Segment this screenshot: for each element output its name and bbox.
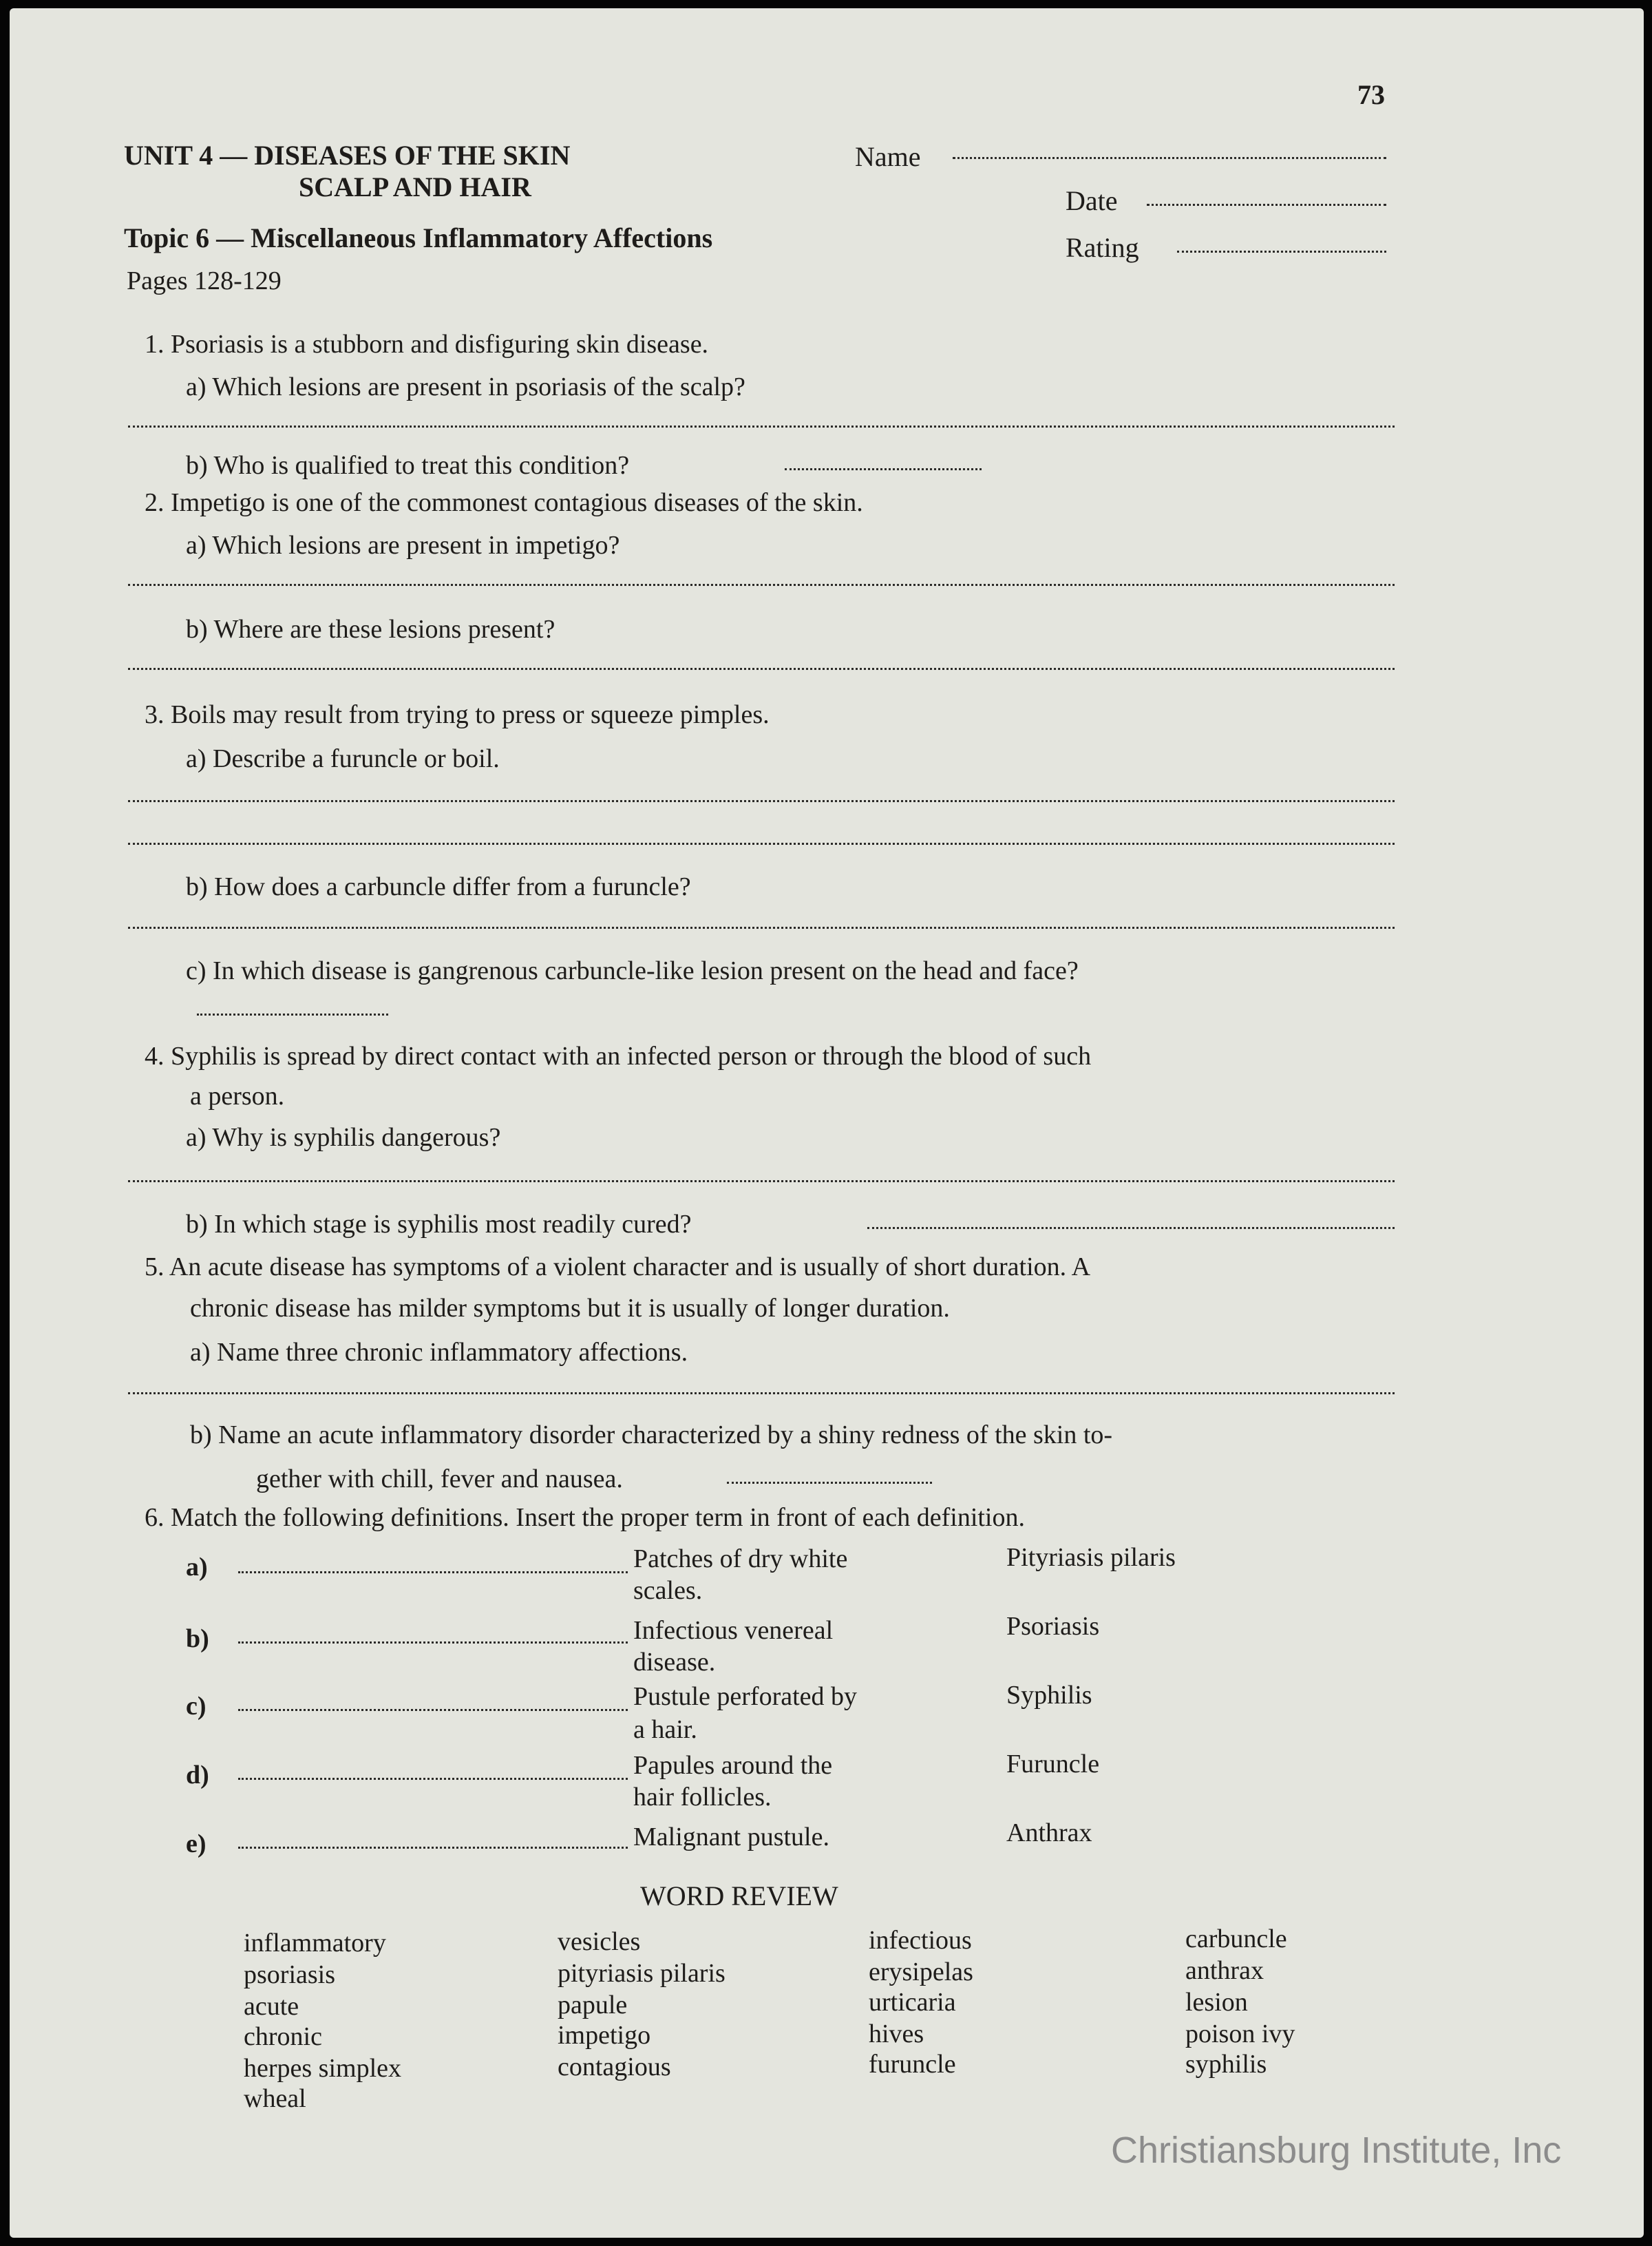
q2-stem: 2. Impetigo is one of the commonest contagious diseases of the skin. [145, 488, 863, 517]
word-review-title: WORD REVIEW [640, 1880, 838, 1911]
q3-a: a) Describe a furuncle or boil. [186, 744, 500, 773]
match-answer-c[interactable] [238, 1709, 628, 1711]
q3-c: c) In which disease is gangrenous carbuncle-like lesion present on the head and face? [186, 956, 1079, 985]
q1-stem: 1. Psoriasis is a stubborn and disfiguring skin disease. [145, 330, 709, 359]
q2-a-answer-line[interactable] [128, 584, 1395, 586]
q3-b-answer-line[interactable] [128, 927, 1395, 929]
q1-a-answer-line[interactable] [128, 426, 1395, 428]
q4-stem-line1: 4. Syphilis is spread by direct contact with an infected person or through the blood of such [145, 1042, 1092, 1071]
q5-b-line1: b) Name an acute inflammatory disorder characterized by a shiny redness of the skin to- [190, 1420, 1113, 1449]
word-review-item: poison ivy [1185, 2019, 1295, 2048]
q4-b: b) In which stage is syphilis most readily cured? [186, 1210, 692, 1239]
match-term-e: Anthrax [1006, 1818, 1092, 1847]
name-field[interactable] [953, 157, 1386, 159]
q6-stem: 6. Match the following definitions. Insert the proper term in front of each definition. [145, 1503, 1025, 1532]
word-review-item: wheal [244, 2084, 306, 2113]
match-definition-a-line2: scales. [633, 1576, 703, 1605]
match-term-d: Furuncle [1006, 1750, 1100, 1778]
q1-a: a) Which lesions are present in psoriasis of the scalp? [186, 372, 745, 401]
match-letter-b: b) [186, 1624, 209, 1653]
q3-a-answer-line-2[interactable] [128, 843, 1395, 845]
word-review-item: vesicles [558, 1927, 641, 1956]
word-review-item: syphilis [1185, 2050, 1267, 2079]
word-review-item: papule [558, 1991, 628, 2019]
word-review-item: inflammatory [244, 1929, 386, 1958]
q1-b-answer-line[interactable] [785, 468, 982, 470]
watermark: Christiansburg Institute, Inc [1111, 2130, 1562, 2171]
word-review-item: impetigo [558, 2021, 651, 2050]
match-definition-d-line1: Papules around the [633, 1751, 833, 1780]
unit-title-line2: SCALP AND HAIR [299, 171, 531, 202]
match-definition-b-line1: Infectious venereal [633, 1616, 834, 1645]
match-letter-e: e) [186, 1829, 206, 1858]
date-label: Date [1066, 185, 1118, 216]
q5-stem-line1: 5. An acute disease has symptoms of a violent character and is usually of short duration. A [145, 1252, 1091, 1281]
name-label: Name [855, 141, 921, 172]
q3-b: b) How does a carbuncle differ from a furuncle? [186, 872, 691, 901]
match-answer-e[interactable] [238, 1847, 628, 1849]
match-letter-a: a) [186, 1553, 208, 1582]
q2-a: a) Which lesions are present in impetigo? [186, 531, 620, 560]
match-answer-d[interactable] [238, 1778, 628, 1780]
match-answer-a[interactable] [238, 1571, 628, 1573]
word-review-item: herpes simplex [244, 2054, 402, 2083]
match-term-c: Syphilis [1006, 1681, 1092, 1710]
match-definition-e: Malignant pustule. [633, 1823, 829, 1851]
worksheet-page [10, 8, 1644, 2238]
match-definition-a-line1: Patches of dry white [633, 1544, 848, 1573]
rating-label: Rating [1066, 232, 1139, 263]
q4-stem-line2: a person. [190, 1082, 285, 1111]
q2-b: b) Where are these lesions present? [186, 615, 555, 644]
topic-title: Topic 6 — Miscellaneous Inflammatory Affections [124, 222, 713, 253]
match-definition-d-line2: hair follicles. [633, 1783, 772, 1812]
q4-b-answer-line[interactable] [867, 1227, 1395, 1229]
q4-a-answer-line[interactable] [128, 1180, 1395, 1182]
word-review-item: hives [869, 2019, 924, 2048]
q5-a-answer-line[interactable] [128, 1392, 1395, 1394]
match-term-a: Pityriasis pilaris [1006, 1543, 1176, 1572]
match-letter-d: d) [186, 1761, 209, 1790]
match-definition-c-line2: a hair. [633, 1715, 697, 1744]
date-field[interactable] [1147, 204, 1386, 206]
word-review-item: furuncle [869, 2050, 956, 2079]
word-review-item: anthrax [1185, 1956, 1264, 1985]
word-review-item: erysipelas [869, 1958, 973, 1986]
word-review-item: acute [244, 1992, 299, 2021]
word-review-item: psoriasis [244, 1960, 335, 1989]
q4-a: a) Why is syphilis dangerous? [186, 1123, 501, 1152]
word-review-item: infectious [869, 1926, 972, 1955]
match-answer-b[interactable] [238, 1641, 628, 1644]
q3-a-answer-line-1[interactable] [128, 800, 1395, 802]
match-definition-b-line2: disease. [633, 1648, 716, 1677]
q5-a: a) Name three chronic inflammatory affections. [190, 1338, 688, 1367]
q2-b-answer-line[interactable] [128, 668, 1395, 670]
match-letter-c: c) [186, 1692, 206, 1721]
word-review-item: contagious [558, 2053, 671, 2081]
q5-b-answer-line[interactable] [727, 1482, 932, 1484]
word-review-item: urticaria [869, 1988, 956, 2017]
q5-stem-line2: chronic disease has milder symptoms but it is usually of longer duration. [190, 1294, 950, 1323]
q5-b-line2: gether with chill, fever and nausea. [256, 1465, 623, 1493]
pages-reference: Pages 128-129 [127, 266, 282, 295]
word-review-item: pityriasis pilaris [558, 1959, 726, 1988]
word-review-item: lesion [1185, 1988, 1248, 2017]
rating-field[interactable] [1177, 251, 1386, 253]
unit-title-line1: UNIT 4 — DISEASES OF THE SKIN [124, 140, 571, 171]
word-review-item: carbuncle [1185, 1924, 1287, 1953]
word-review-item: chronic [244, 2022, 322, 2051]
q1-b: b) Who is qualified to treat this condition? [186, 451, 630, 480]
q3-c-answer-line[interactable] [197, 1014, 388, 1016]
match-term-b: Psoriasis [1006, 1612, 1100, 1641]
match-definition-c-line1: Pustule perforated by [633, 1682, 858, 1711]
q3-stem: 3. Boils may result from trying to press or squeeze pimples. [145, 700, 770, 729]
page-number: 73 [1357, 79, 1385, 110]
